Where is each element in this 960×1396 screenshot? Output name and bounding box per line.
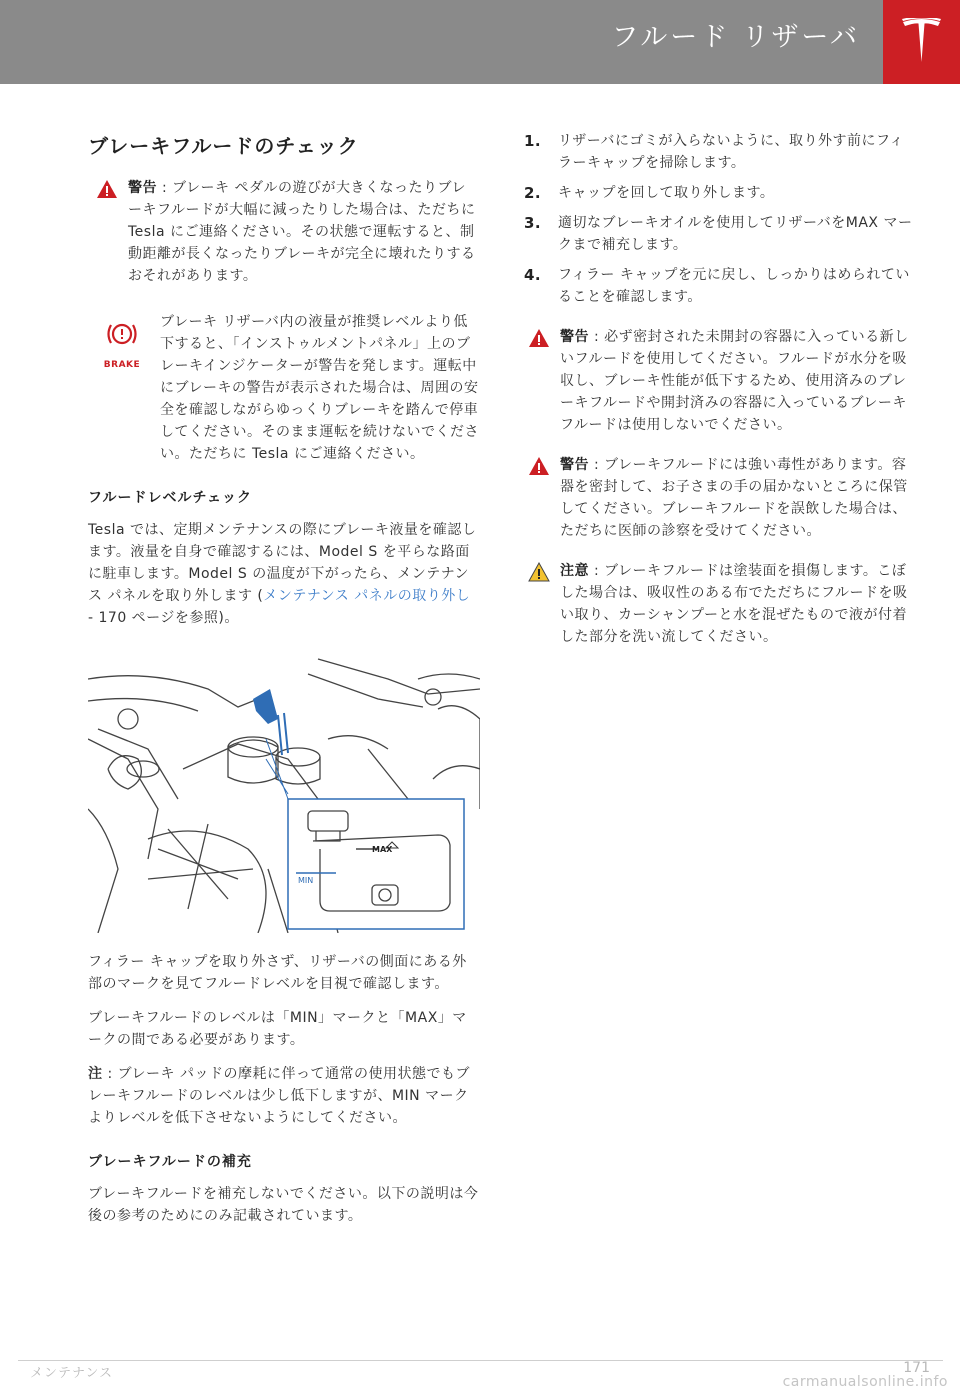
header-title: フルード リザーバ bbox=[611, 22, 860, 53]
step-number: 2. bbox=[524, 184, 542, 202]
brake-label: BRAKE bbox=[103, 360, 141, 370]
level-check-heading: フルードレベルチェック bbox=[88, 490, 253, 506]
figure-min-label: MIN bbox=[298, 876, 314, 885]
warning-label: 警告 bbox=[560, 457, 589, 473]
page-number: 171 bbox=[903, 1360, 930, 1376]
brake-indicator-note bbox=[88, 311, 480, 465]
level-check-p3: ブレーキフルードのレベルは「MIN」マークと「MAX」マークの間である必要があります。 bbox=[88, 1010, 467, 1048]
warning-text: : ブレーキフルードには強い毒性があります。容器を密封して、お子さまの手の届かないところに保管してください。ブレーキフルードを誤飲した場合は、ただちに医師の診察を受けてください。 bbox=[560, 457, 908, 539]
level-check-text-end: - 170 ページを参照)。 bbox=[88, 610, 239, 626]
step-number: 4. bbox=[524, 266, 542, 284]
warning-text: : 必ず密封された未開封の容器に入っている新しいフルードを使用してください。フルードが水分を吸収し、ブレーキ性能が低下するため、使用済みのブレーキフルードや開封済みの容器に入っているブレーキフルードは使用しないでください。 bbox=[560, 329, 909, 433]
reservoir-illustration bbox=[88, 649, 480, 933]
caution-triangle-icon bbox=[528, 562, 550, 582]
figure-max-label: MAX bbox=[372, 845, 393, 854]
note-text: : ブレーキ パッドの摩耗に伴って通常の使用状態でもブレーキフルードのレベルは少し低下しますが、MIN マークよりレベルを低下させないようにしてください。 bbox=[88, 1066, 471, 1126]
footer-section: メンテナンス bbox=[30, 1366, 113, 1381]
level-check-text: Tesla では、定期メンテナンスの際にブレーキ液量を確認します。液量を自身で確認するには、Model S を平らな路面に駐車します。Model S の温度が下がったら、メンテナンス パネルを取り外します ( bbox=[88, 522, 477, 604]
step-item bbox=[520, 182, 914, 204]
step-text: リザーバにゴミが入らないように、取り外す前にフィラーキャップを掃除します。 bbox=[558, 133, 904, 171]
reservoir-illustration-image bbox=[88, 649, 480, 933]
warning-triangle-icon bbox=[528, 328, 550, 348]
caution-paint bbox=[520, 560, 914, 648]
level-check-note bbox=[88, 1063, 480, 1129]
step-text: 適切なブレーキオイルを使用してリザーバをMAX マークまで補充します。 bbox=[558, 215, 913, 253]
step-item bbox=[520, 212, 914, 256]
step-number: 3. bbox=[524, 214, 542, 232]
warning-toxic bbox=[520, 454, 914, 542]
brake-indicator bbox=[102, 321, 142, 376]
step-item bbox=[520, 130, 914, 174]
warning-label: 警告 bbox=[560, 329, 589, 345]
warning-triangle-icon bbox=[528, 456, 550, 476]
watermark: carmanualsonline.info bbox=[782, 1374, 948, 1390]
page-header bbox=[0, 0, 960, 84]
maintenance-panel-link[interactable]: メンテナンス パネルの取り外し bbox=[263, 588, 471, 604]
brake-warning-icon bbox=[105, 321, 139, 347]
warning-new-fluid bbox=[520, 326, 914, 436]
warning-label: 警告 bbox=[128, 180, 157, 196]
step-text: フィラー キャップを元に戻し、しっかりはめられていることを確認します。 bbox=[558, 267, 910, 305]
warning-brake-pedal bbox=[88, 177, 480, 287]
footer-divider bbox=[18, 1360, 943, 1361]
brake-indicator-text: ブレーキ リザーバ内の液量が推奨レベルより低下すると、「インストゥルメントパネル」上のブレーキインジケーターが警告を発します。運転中にブレーキの警告が表示された場合は、周囲の安全を確認しながらゆっくりブレーキを踏んで停車してください。そのまま運転を続けないでください。ただちに Tesla にご連絡ください。 bbox=[160, 314, 479, 462]
topup-heading: ブレーキフルードの補充 bbox=[88, 1154, 252, 1170]
refill-steps bbox=[520, 130, 914, 308]
note-label: 注 bbox=[88, 1066, 103, 1082]
caution-text: : ブレーキフルードは塗装面を損傷します。こぼした場合は、吸収性のある布でただちにフルードを吸い取り、カーシャンプーと水を混ぜたもので液が付着した部分を洗い流してください。 bbox=[560, 563, 908, 645]
right-column bbox=[520, 130, 914, 666]
level-check-p2: フィラー キャップを取り外さず、リザーバの側面にある外部のマークを見てフルードレベルを目視で確認します。 bbox=[88, 954, 467, 992]
topup-paragraph: ブレーキフルードを補充しないでください。以下の説明は今後の参考のためにのみ記載されています。 bbox=[88, 1186, 479, 1224]
warning-triangle-icon bbox=[96, 179, 118, 199]
level-check-paragraph bbox=[88, 519, 480, 629]
step-item bbox=[520, 264, 914, 308]
left-column bbox=[88, 130, 480, 1239]
tesla-logo-icon bbox=[901, 18, 942, 64]
tesla-logo-box bbox=[883, 0, 960, 84]
section-title: ブレーキフルードのチェック bbox=[88, 134, 359, 158]
warning-text: : ブレーキ ペダルの遊びが大きくなったりブレーキフルードが大幅に減ったりした場合は、ただちに Tesla にご連絡ください。その状態で運転すると、制動距離が長くなったりブレーキが完全に壊れたりするおそれがあります。 bbox=[128, 180, 476, 284]
step-number: 1. bbox=[524, 132, 542, 150]
step-text: キャップを回して取り外します。 bbox=[558, 185, 775, 201]
caution-label: 注意 bbox=[560, 563, 589, 579]
